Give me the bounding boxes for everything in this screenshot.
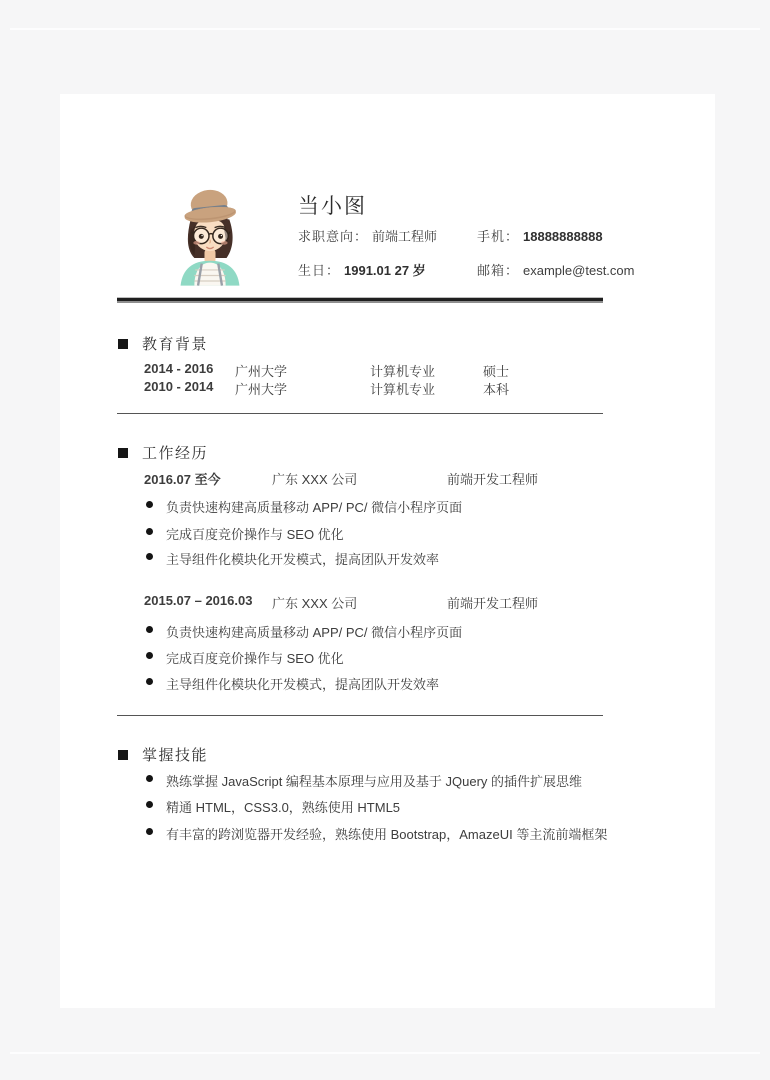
bullet-text: 完成百度竞价操作与 SEO 优化 bbox=[166, 527, 344, 542]
phone bbox=[477, 226, 603, 245]
section-marker-icon bbox=[118, 448, 128, 458]
birthday-value: 1991.01 27 岁 bbox=[344, 263, 426, 278]
job-bullet bbox=[146, 674, 439, 693]
bullet-text: 负责快速构建高质量移动 APP/ PC/ 微信小程序页面 bbox=[166, 500, 463, 515]
email-label: 邮箱： bbox=[477, 263, 520, 278]
bullet-icon bbox=[146, 801, 153, 808]
job-bullet bbox=[146, 549, 439, 568]
bullet-icon bbox=[146, 828, 153, 835]
section-skills bbox=[118, 744, 208, 765]
bullet-icon bbox=[146, 553, 153, 560]
bullet-icon bbox=[146, 501, 153, 508]
page-break-line-bottom bbox=[10, 1052, 760, 1054]
phone-label: 手机： bbox=[477, 229, 520, 244]
skill-bullet bbox=[146, 797, 400, 816]
birthday-label: 生日： bbox=[298, 263, 341, 278]
email bbox=[477, 260, 634, 279]
resume-page bbox=[60, 94, 715, 1008]
phone-value: 18888888888 bbox=[523, 229, 603, 244]
section-marker-icon bbox=[118, 750, 128, 760]
bullet-text: 精通 HTML，CSS3.0，熟练使用 HTML5 bbox=[166, 800, 401, 815]
job-role: 前端开发工程师 bbox=[447, 596, 539, 611]
bullet-text: 熟练掌握 JavaScript 编程基本原理与应用及基于 JQuery 的插件扩展思维 bbox=[166, 774, 583, 789]
header-divider bbox=[117, 297, 603, 303]
bullet-icon bbox=[146, 678, 153, 685]
bullet-icon bbox=[146, 626, 153, 633]
bullet-text: 负责快速构建高质量移动 APP/ PC/ 微信小程序页面 bbox=[166, 625, 463, 640]
job-intent-label: 求职意向： bbox=[298, 229, 369, 244]
avatar-illustration bbox=[164, 180, 256, 290]
section-title: 教育背景 bbox=[142, 336, 209, 353]
bullet-icon bbox=[146, 775, 153, 782]
skill-bullet bbox=[146, 771, 582, 790]
email-value: example@test.com bbox=[523, 263, 635, 278]
section-education bbox=[118, 333, 208, 354]
edu-major: 计算机专业 bbox=[370, 382, 436, 397]
edu-period: 2010 - 2014 bbox=[144, 379, 214, 394]
job-bullet bbox=[146, 648, 344, 667]
bullet-text: 有丰富的跨浏览器开发经验，熟练使用 Bootstrap，AmazeUI 等主流前端框架 bbox=[166, 827, 608, 842]
job-role: 前端开发工程师 bbox=[447, 472, 539, 487]
edu-period: 2014 - 2016 bbox=[144, 361, 214, 376]
job-period: 2016.07 至今 bbox=[144, 472, 221, 487]
job-period: 2015.07 – 2016.03 bbox=[144, 593, 253, 608]
skill-bullet bbox=[146, 824, 607, 843]
edu-degree: 硕士 bbox=[483, 364, 510, 379]
bullet-icon bbox=[146, 528, 153, 535]
edu-major: 计算机专业 bbox=[370, 364, 436, 379]
section-experience bbox=[118, 442, 208, 463]
page-break-line-top bbox=[10, 28, 760, 30]
job-intent bbox=[298, 226, 437, 245]
section-title: 掌握技能 bbox=[142, 747, 209, 764]
job-bullet bbox=[146, 622, 462, 641]
edu-school: 广州大学 bbox=[235, 382, 288, 397]
edu-degree: 本科 bbox=[483, 382, 510, 397]
bullet-text: 主导组件化模块化开发模式，提高团队开发效率 bbox=[166, 677, 440, 692]
birthday bbox=[298, 260, 426, 279]
bullet-text: 主导组件化模块化开发模式，提高团队开发效率 bbox=[166, 552, 440, 567]
job-bullet bbox=[146, 497, 462, 516]
bullet-text: 完成百度竞价操作与 SEO 优化 bbox=[166, 651, 344, 666]
avatar bbox=[164, 180, 256, 290]
edu-school: 广州大学 bbox=[235, 364, 288, 379]
section-title: 工作经历 bbox=[142, 445, 209, 462]
job-company: 广东 XXX 公司 bbox=[272, 472, 358, 487]
section-divider bbox=[117, 715, 603, 716]
bullet-icon bbox=[146, 652, 153, 659]
job-bullet bbox=[146, 524, 344, 543]
section-divider bbox=[117, 413, 603, 414]
job-company: 广东 XXX 公司 bbox=[272, 596, 358, 611]
section-marker-icon bbox=[118, 339, 128, 349]
candidate-name: 当小图 bbox=[298, 195, 367, 218]
job-intent-value: 前端工程师 bbox=[372, 229, 438, 244]
